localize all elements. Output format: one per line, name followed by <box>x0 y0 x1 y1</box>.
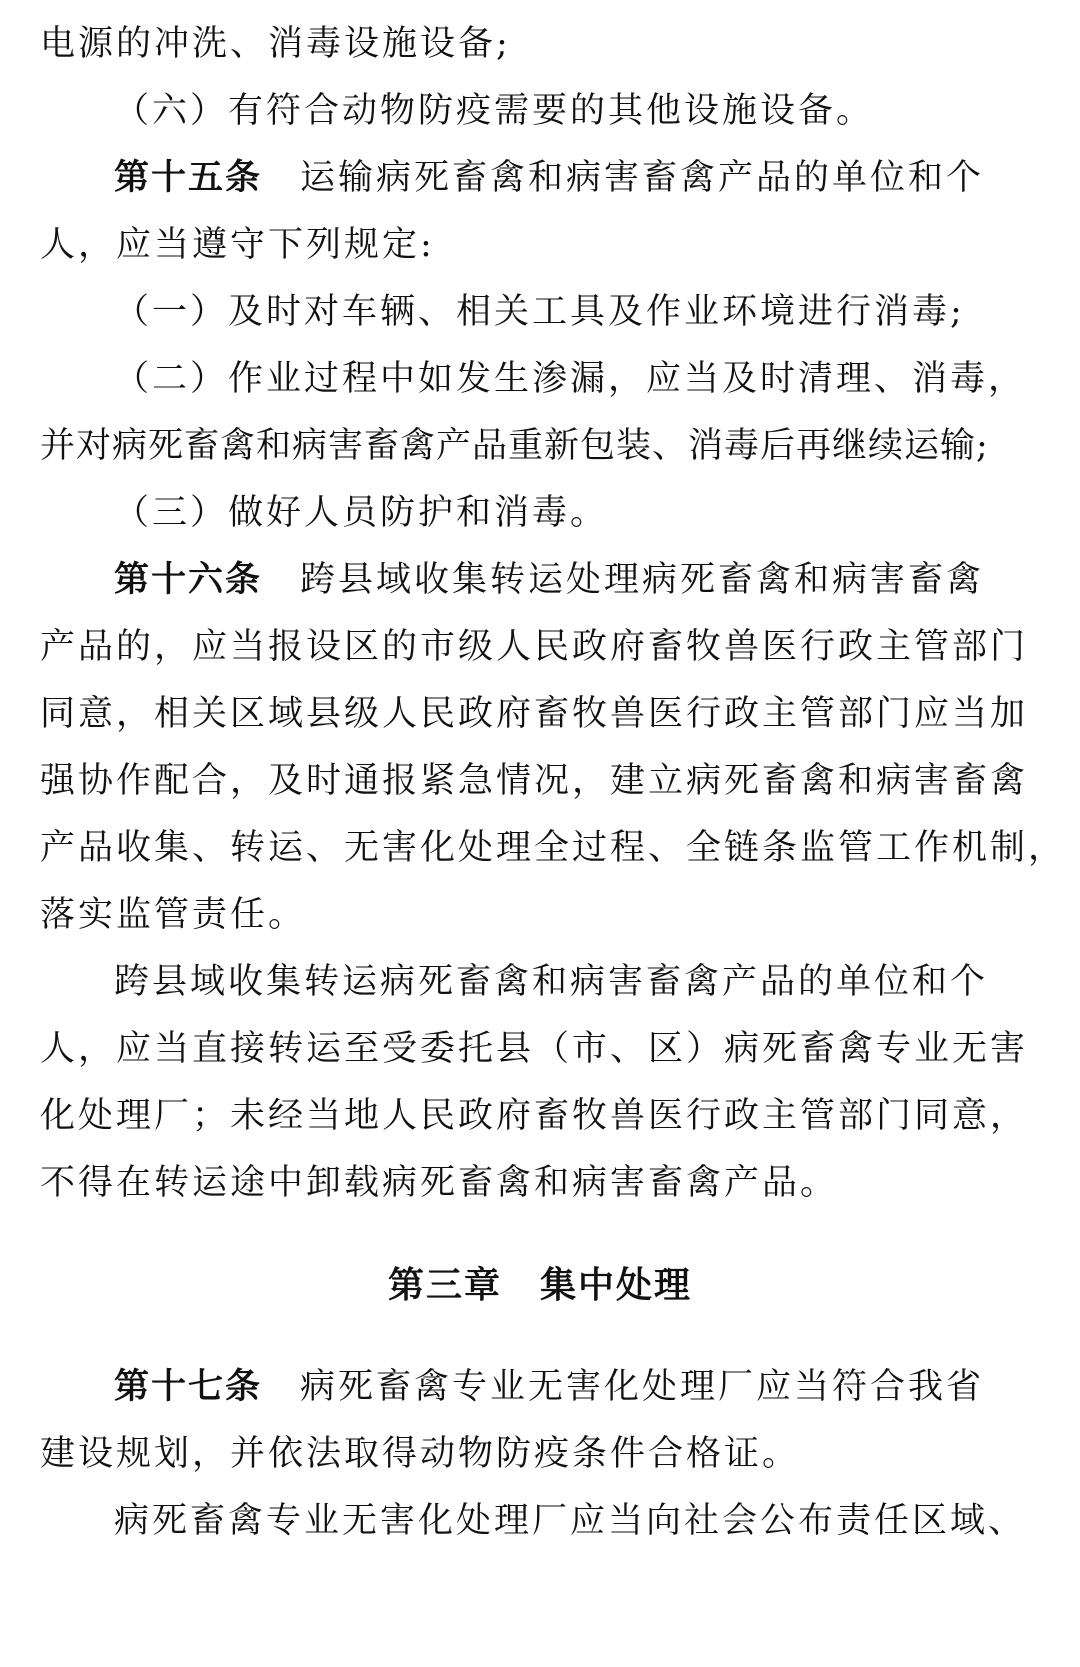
chapter-title: 集中处理 <box>540 1265 693 1306</box>
text-line: 不得在转运途中卸载病死畜禽和病害畜禽产品。 <box>40 1163 839 1203</box>
text-span: 病死畜禽专业无害化处理厂应当符合我省 <box>300 1367 985 1407</box>
text-span: 运输病死畜禽和病害畜禽产品的单位和个 <box>300 158 985 198</box>
text-line: 人，应当直接转运至受委托县（市、区）病死畜禽专业无害 <box>40 1029 1029 1069</box>
text-line: （六）有符合动物防疫需要的其他设施设备。 <box>114 91 875 131</box>
text-line: 产品的，应当报设区的市级人民政府畜牧兽医行政主管部门 <box>40 627 1029 667</box>
text-line: 并对病死畜禽和病害畜禽产品重新包装、消毒后再继续运输; <box>40 426 989 466</box>
article-16-label: 第十六条 <box>114 560 263 600</box>
text-line: 病死畜禽专业无害化处理厂应当向社会公布责任区域、 <box>114 1501 1027 1541</box>
text-line: 同意，相关区域县级人民政府畜牧兽医行政主管部门应当加 <box>40 694 1029 734</box>
text-line: 落实监管责任。 <box>40 895 307 935</box>
chapter-heading <box>40 1262 1040 1310</box>
text-line: 产品收集、转运、无害化处理全过程、全链条监管工作机制， <box>40 828 1067 868</box>
article-15-line <box>114 154 984 202</box>
chapter-number: 第三章 <box>387 1265 502 1306</box>
article-17-line <box>114 1363 984 1411</box>
text-line: 电源的冲洗、消毒设施设备; <box>40 24 511 64</box>
article-16-line <box>114 556 984 604</box>
text-line: 建设规划，并依法取得动物防疫条件合格证。 <box>40 1434 801 1474</box>
text-line: （一）及时对车辆、相关工具及作业环境进行消毒; <box>114 292 965 332</box>
article-15-label: 第十五条 <box>114 158 263 198</box>
article-17-label: 第十七条 <box>114 1367 263 1407</box>
text-line: 化处理厂；未经当地人民政府畜牧兽医行政主管部门同意， <box>40 1096 1029 1136</box>
text-line: 强协作配合，及时通报紧急情况，建立病死畜禽和病害畜禽 <box>40 761 1029 801</box>
text-line: （二）作业过程中如发生渗漏，应当及时清理、消毒， <box>114 359 1027 399</box>
text-line: （三）做好人员防护和消毒。 <box>114 493 609 533</box>
text-line: 跨县域收集转运病死畜禽和病害畜禽产品的单位和个 <box>114 962 989 1002</box>
text-line: 人，应当遵守下列规定: <box>40 225 435 265</box>
text-span: 跨县域收集转运处理病死畜禽和病害畜禽 <box>300 560 985 600</box>
